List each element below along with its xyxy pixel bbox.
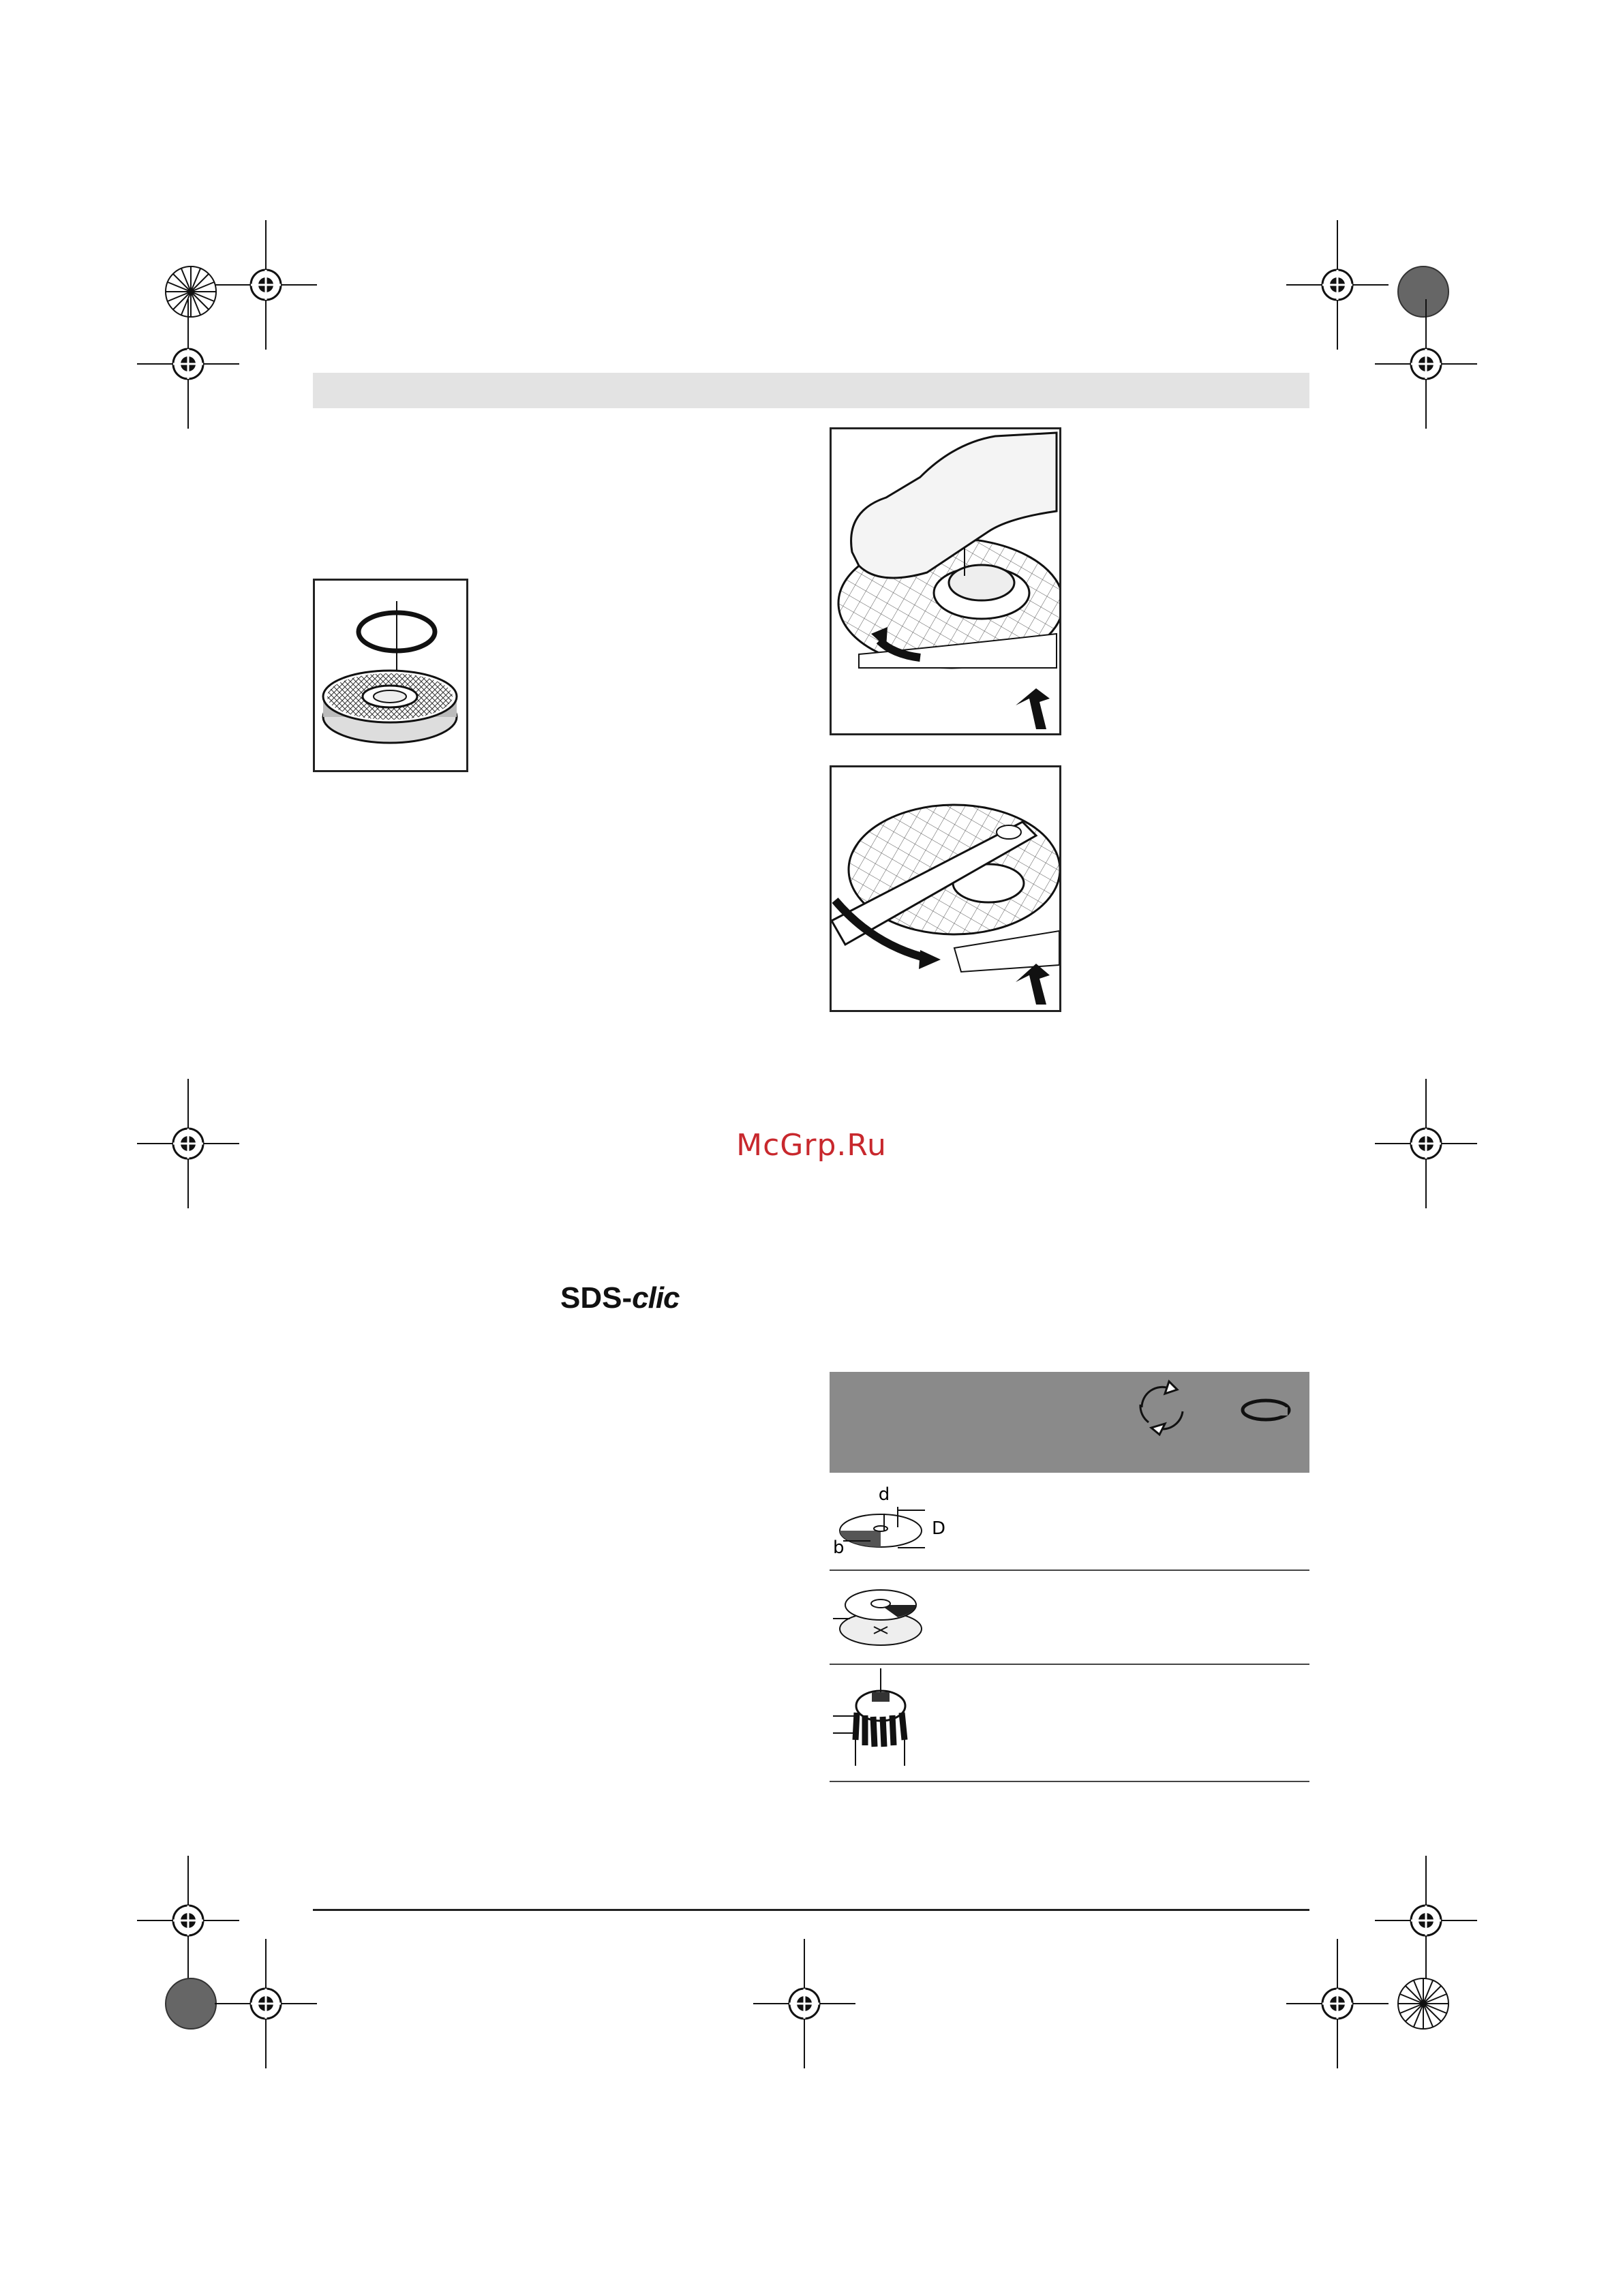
table-row (830, 1473, 1309, 1570)
hand-loosening-nut-illustration (832, 429, 1059, 733)
flap-disc-icon (830, 1571, 1309, 1664)
figure-two-pin-spanner-loosen (830, 765, 1061, 1012)
spanner-loosening-illustration (832, 767, 1059, 1010)
accessory-table-header (830, 1372, 1309, 1473)
rotation-arrows-icon (1140, 1381, 1183, 1435)
page-footer-rule (313, 1909, 1309, 1911)
cutting-disc-dimension-icon (830, 1473, 1309, 1570)
watermark: McGrp.Ru (736, 1128, 887, 1163)
clamping-ring-icon (1243, 1400, 1289, 1420)
sds-logo-prefix: SDS- (560, 1281, 633, 1315)
dimension-label-d: d (878, 1484, 890, 1505)
sds-clic-logo (560, 1281, 680, 1315)
dimension-label-D: D (932, 1518, 946, 1539)
table-row-divider (830, 1781, 1309, 1782)
sds-logo-suffix: clic (632, 1281, 680, 1315)
table-row (830, 1665, 1309, 1781)
figure-quick-clamping-nut-loosen-by-hand (830, 427, 1061, 735)
cup-brush-icon (830, 1665, 1309, 1781)
figure-flange-with-o-ring (313, 579, 468, 772)
table-row (830, 1571, 1309, 1664)
page-header-bar (313, 373, 1309, 408)
dimension-label-b: b (833, 1537, 845, 1558)
flange-o-ring-illustration (315, 581, 466, 770)
